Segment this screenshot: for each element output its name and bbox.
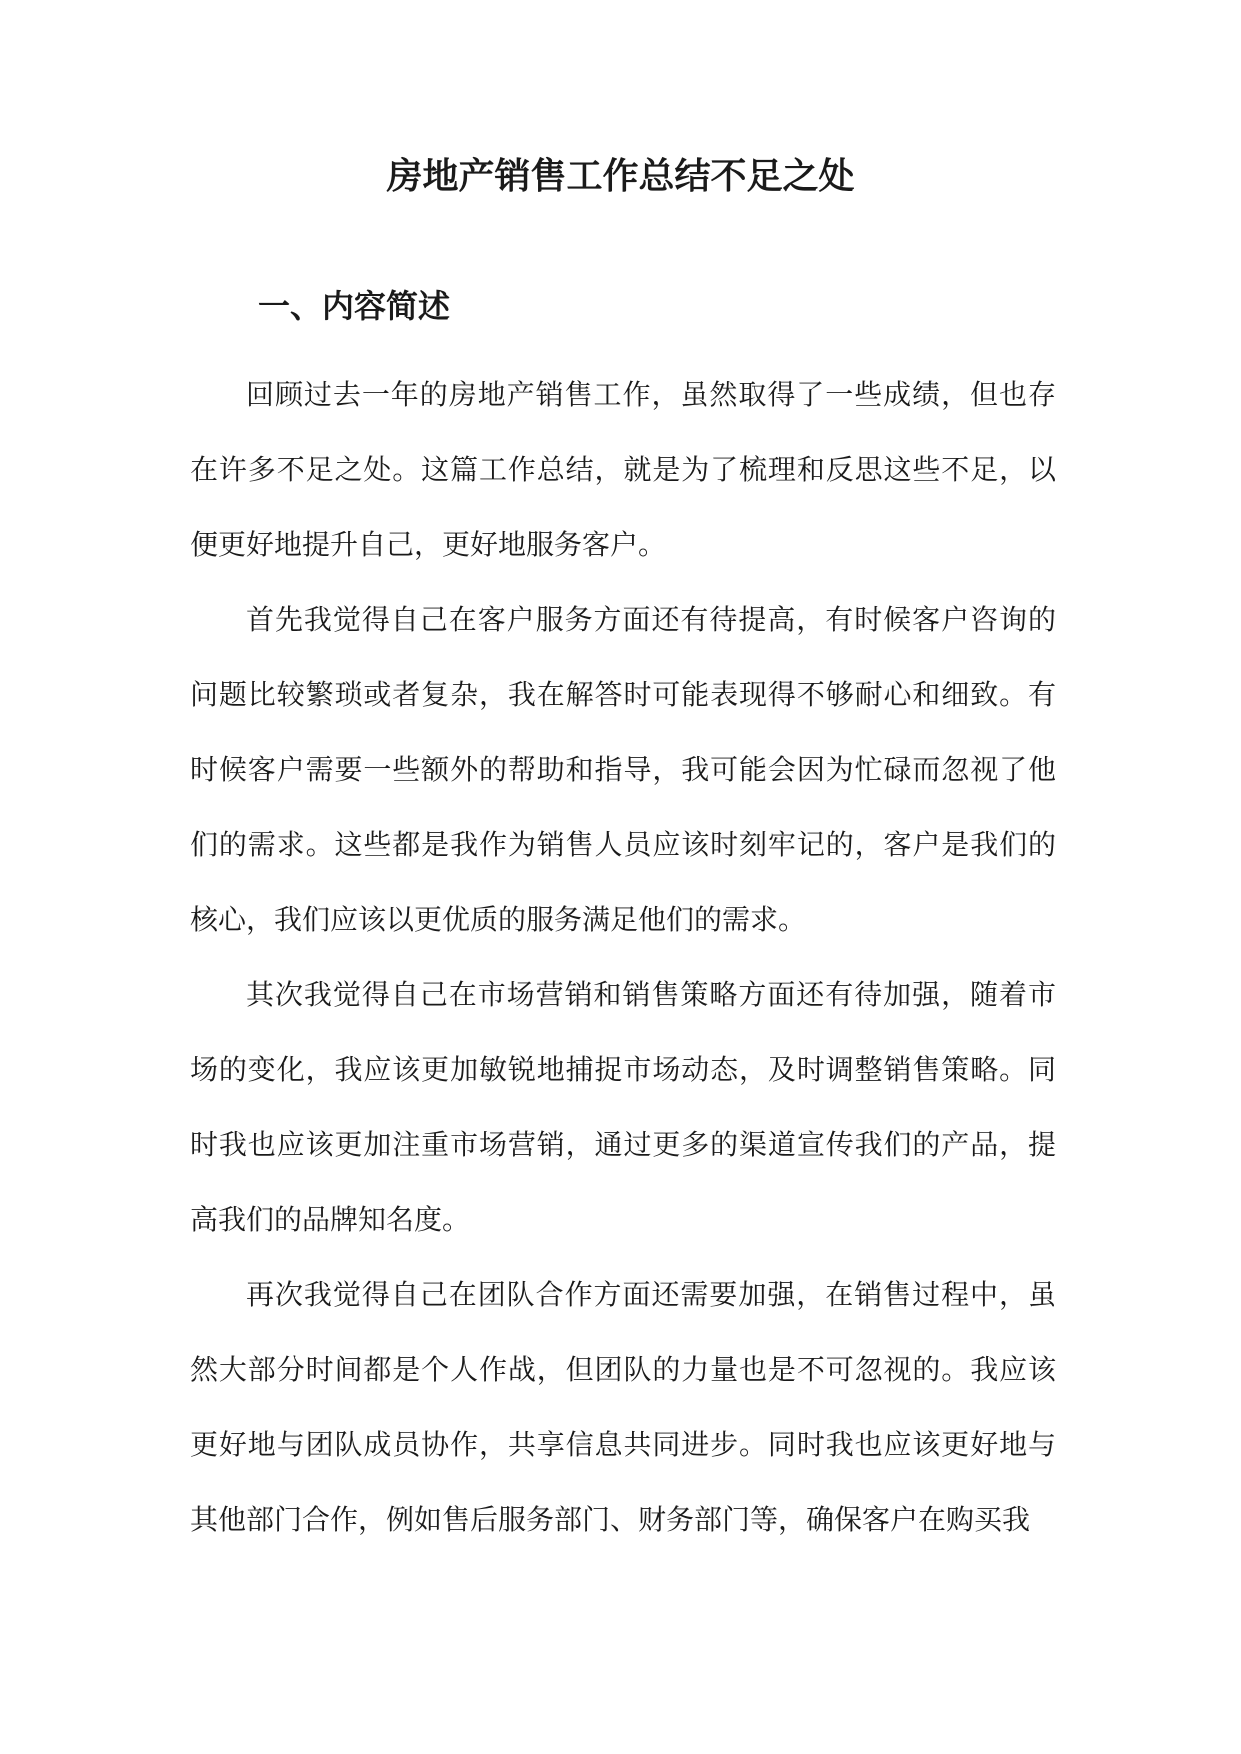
document-title: 房地产销售工作总结不足之处 (386, 155, 855, 197)
section-heading: 一、内容简述 (258, 287, 451, 325)
paragraph-marketing: 其次我觉得自己在市场营销和销售策略方面还有待加强，随着市场的变化，我应该更加敏锐地捕捉市场动态，及时调整销售策略。同时我也应该更加注重市场营销，通过更多的渠道宣传我们的产品，提高我们的品牌知名度。 (190, 978, 1056, 1236)
paragraph-customer-service: 首先我觉得自己在客户服务方面还有待提高，有时候客户咨询的问题比较繁琐或者复杂，我在解答时可能表现得不够耐心和细致。有时候客户需要一些额外的帮助和指导，我可能会因为忙碌而忽视了他们的需求。这些都是我作为销售人员应该时刻牢记的，客户是我们的核心，我们应该以更优质的服务满足他们的需求。 (190, 603, 1056, 936)
body-text (190, 357, 1056, 1557)
paragraph-teamwork: 再次我觉得自己在团队合作方面还需要加强，在销售过程中，虽然大部分时间都是个人作战，但团队的力量也是不可忽视的。我应该更好地与团队成员协作，共享信息共同进步。同时我也应该更好地与其他部门合作，例如售后服务部门、财务部门等，确保客户在购买我 (190, 1278, 1056, 1536)
paragraph-review: 回顾过去一年的房地产销售工作，虽然取得了一些成绩，但也存在许多不足之处。这篇工作总结，就是为了梳理和反思这些不足，以便更好地提升自己，更好地服务客户。 (190, 378, 1056, 561)
